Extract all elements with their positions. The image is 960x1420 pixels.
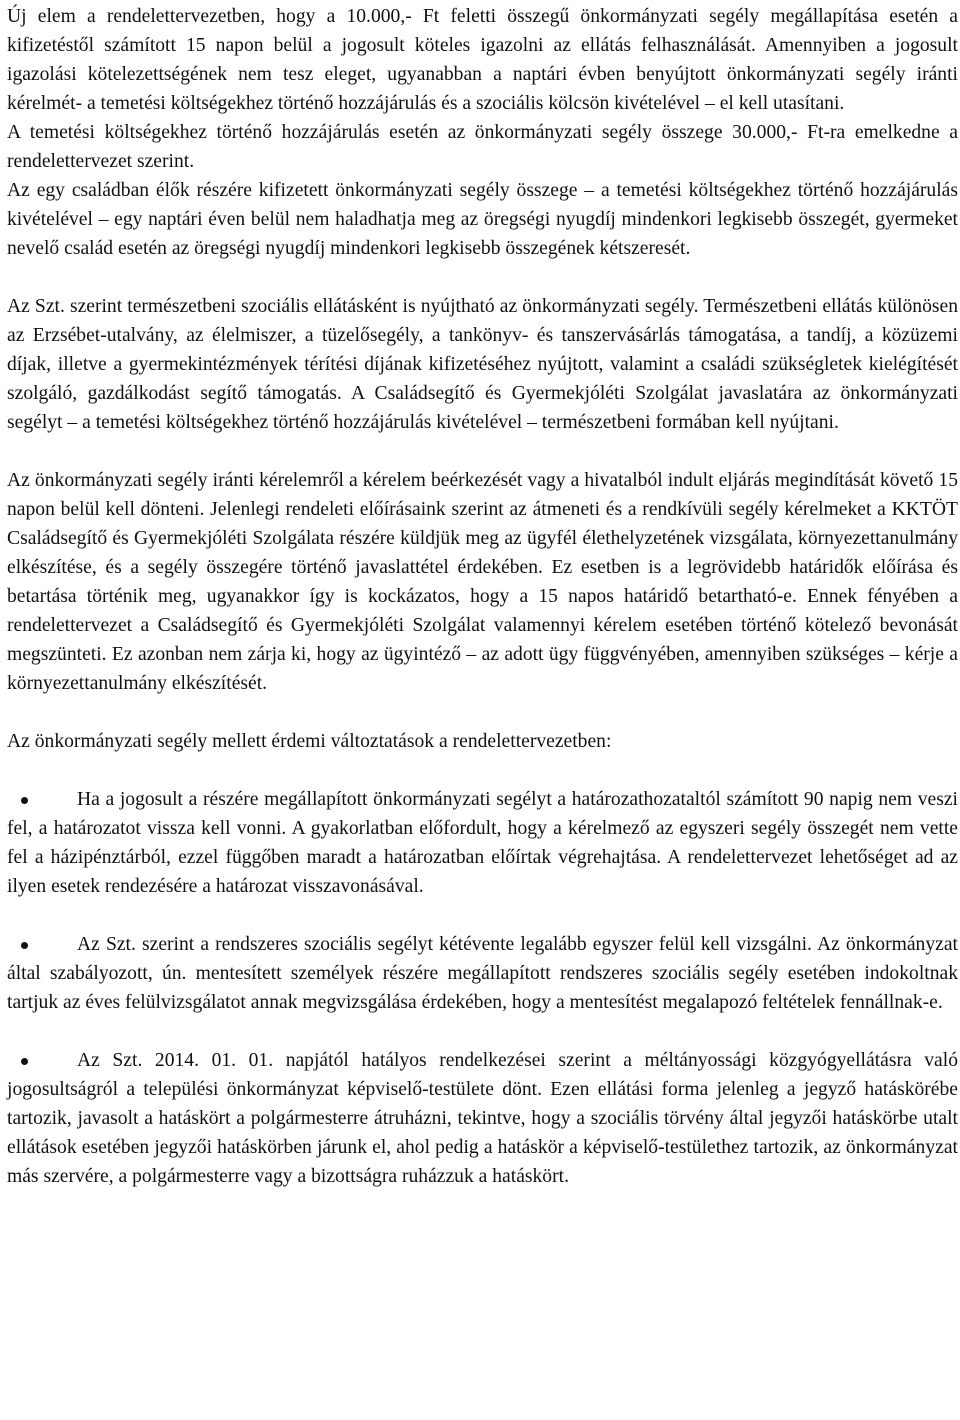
paragraph-family-limit: Az egy családban élők részére kifizetett önkormányzati segély összege – a temetési költségekhez történő hozzájárulás kivételével – egy naptári éven belül nem haladhatja meg az öregségi nyugdíj mindenkori legkisebb összegét, gyermeket nevelő család esetén az öregségi nyugdíj mindenkori legkisebb összegének kétszeresét.: [7, 180, 958, 259]
paragraph-in-kind-aid: Az Szt. szerint természetbeni szociális ellátásként is nyújtható az önkormányzati segély. Természetbeni ellátás különösen az Erzsébet-utalvány, az élelmiszer, a tüzelősegély, a tankönyv- és tanszervásárlás támogatása, a tandíj, a közüzemi díjak, illetve a gyermekintézmények térítési díjának kifizetéséhez nyújtott, valamint a családi szükségletek kielégítését szolgáló, gazdálkodást segítő támogatás. A Családsegítő és Gyermekjóléti Szolgálat javaslatára az önkormányzati segélyt – a temetési költségekhez történő hozzájárulás kivételével – természetbeni formában kell nyújtani.: [7, 296, 958, 433]
spacer: [7, 698, 958, 727]
list-item: [7, 930, 958, 1017]
spacer: [7, 901, 958, 930]
list-item: [7, 785, 958, 901]
paragraph-funeral-contribution: A temetési költségekhez történő hozzájárulás esetén az önkormányzati segély összege 30.000,- Ft-ra emelkedne a rendelettervezet szerint.: [7, 122, 958, 172]
bullet-list: [7, 785, 958, 1191]
spacer: [7, 263, 958, 292]
list-item-text: Az Szt. szerint a rendszeres szociális segélyt kétévente legalább egyszer felül kell vizsgálni. Az önkormányzat által szabályozott, ún. mentesített személyek részére megállapított rendszeres szociális segély esetében indokoltnak tartjuk az éves felülvizsgálatot annak megvizsgálása érdekében, hogy a mentesítést megalapozó feltételek fennállnak-e.: [7, 934, 958, 1013]
list-item-text: Ha a jogosult a részére megállapított önkormányzati segélyt a határozathozataltól számított 90 napig nem veszi fel, a határozatot vissza kell vonni. A gyakorlatban előfordult, hogy a kérelmező az egyszeri segély összegét nem vette fel a házipénztárból, ezzel függőben maradt a határozatban előírtak végrehajtása. A rendelettervezet lehetőséget ad az ilyen esetek rendezésére a határozat visszavonásával.: [7, 789, 958, 897]
document-page: [7, 2, 958, 1191]
spacer: [7, 1017, 958, 1046]
paragraph-decision-deadline: Az önkormányzati segély iránti kérelemről a kérelem beérkezését vagy a hivatalból indult eljárás megindítását követő 15 napon belül kell dönteni. Jelenlegi rendeleti előírásaink szerint az átmeneti és a rendkívüli segély kérelmeket a KKTÖT Családsegítő és Gyermekjóléti Szolgálata részére küldjük meg az ügyfél élethelyzetének vizsgálata, környezettanulmány elkészítése, és a segély összegére történő javaslattétel érdekében. Ez esetben is a legrövidebb határidők előírása és betartása történik meg, ugyanakkor így is kockázatos, hogy a 15 napos határidő betartható-e. Ennek fényében a rendelettervezet a Családsegítő és Gyermekjóléti Szolgálat valamennyi kérelem esetében történő kötelező bevonását megszünteti. Ez azonban nem zárja ki, hogy az ügyintéző – az adott ügy függvényében, amennyiben szükséges – kérje a környezettanulmány elkészítését.: [7, 470, 958, 694]
list-item-text: Az Szt. 2014. 01. 01. napjától hatályos rendelkezései szerint a méltányossági közgyógyellátásra való jogosultságról a települési önkormányzat képviselő-testülete dönt. Ezen ellátási forma jelenleg a jegyző hatáskörébe tartozik, javasolt a hatáskört a polgármesterre átruházni, tekintve, hogy a szociális törvény által jegyzői hatáskörbe utalt ellátások esetében jegyzői hatáskörben járunk el, ahol pedig a hatáskör a képviselő-testülethez tartozik, az önkormányzat más szervére, a polgármesterre vagy a bizottságra ruházzuk a hatáskört.: [7, 1050, 958, 1187]
spacer: [7, 756, 958, 785]
paragraph-new-element: Új elem a rendelettervezetben, hogy a 10.000,- Ft feletti összegű önkormányzati segély megállapítása esetén a kifizetéstől számított 15 napon belül a jogosult köteles igazolni az ellátás felhasználását. Amennyiben a jogosult igazolási kötelezettségének nem tesz eleget, ugyanabban a naptári évben benyújtott önkormányzati segély iránti kérelmét- a temetési költségekhez történő hozzájárulás és a szociális kölcsön kivételével – el kell utasítani.: [7, 6, 958, 114]
spacer: [7, 437, 958, 466]
bullet-icon: [21, 797, 28, 804]
paragraph-changes-intro: Az önkormányzati segély mellett érdemi változtatások a rendelettervezetben:: [7, 731, 612, 752]
bullet-icon: [21, 942, 28, 949]
bullet-icon: [21, 1058, 28, 1065]
list-item: [7, 1046, 958, 1191]
